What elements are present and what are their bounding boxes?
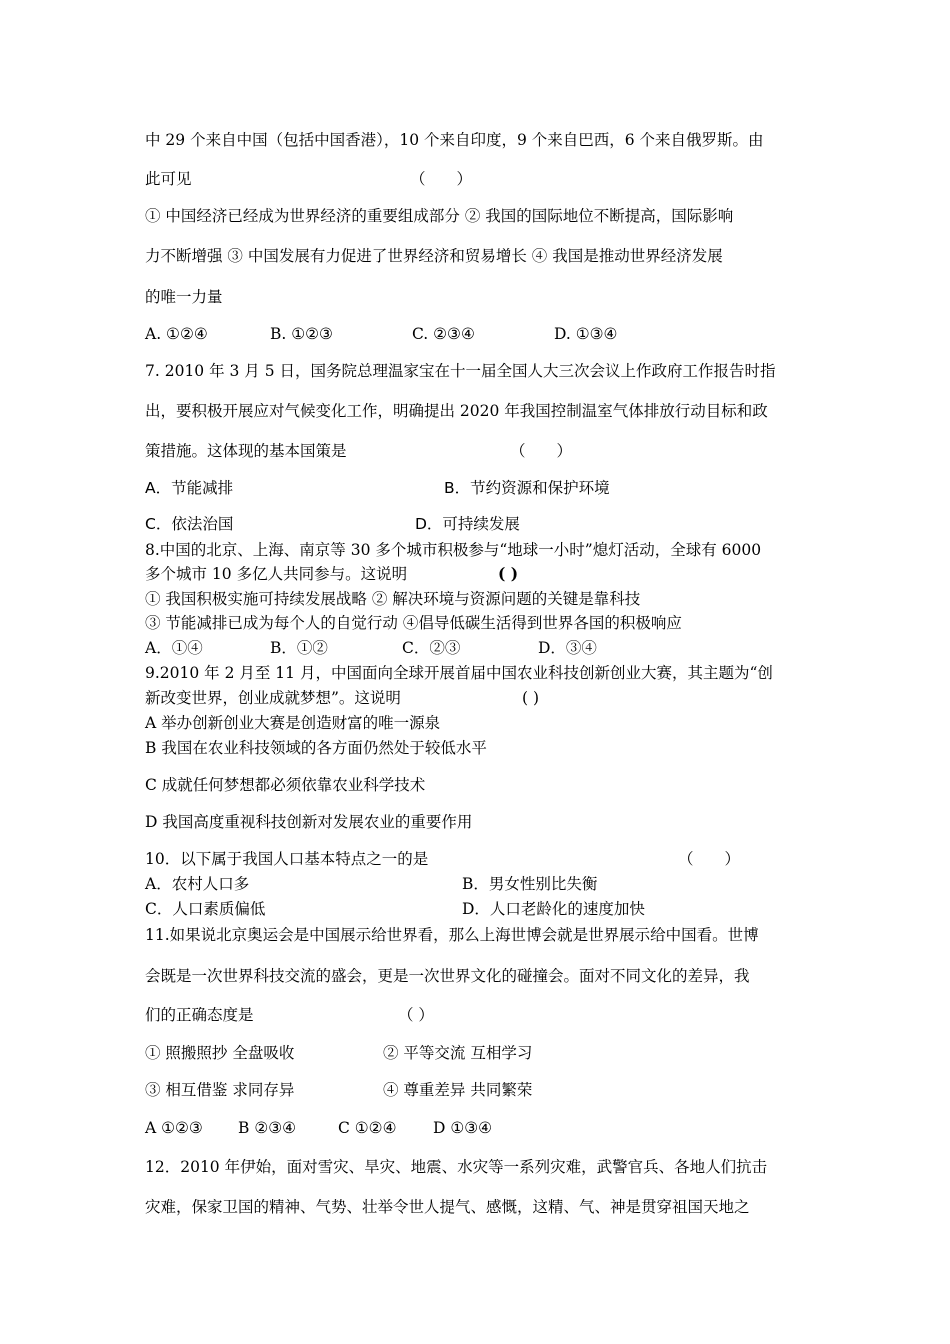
q8-line-1: 8.中国的北京、上海、南京等 30 多个城市积极参与“地球一小时”熄灯活动，全球有 6000 bbox=[145, 541, 762, 559]
q6-option-d: D. ①③④ bbox=[554, 325, 618, 343]
q6-line-2 bbox=[145, 169, 192, 189]
q7-line-1: 7. 2010 年 3 月 5 日，国务院总理温家宝在十一届全国人大三次会议上作政府工作报告时指 bbox=[145, 362, 776, 380]
q11-item-4: ④ 尊重差异 共同繁荣 bbox=[383, 1081, 533, 1099]
q6-answer-paren: （ ） bbox=[410, 170, 473, 188]
q10-option-d: D．人口老龄化的速度加快 bbox=[462, 900, 645, 918]
q10-line-1 bbox=[145, 849, 428, 869]
q9-line-2-text: 新改变世界，创业成就梦想”。这说明 bbox=[145, 689, 401, 707]
q8-option-d: D．③④ bbox=[538, 639, 597, 657]
q9-line-2 bbox=[145, 688, 401, 708]
q7-option-a: A．节能减排 bbox=[145, 479, 234, 497]
q7-option-b: B．节约资源和保护环境 bbox=[444, 479, 610, 497]
q6-option-a: A. ①②④ bbox=[145, 325, 208, 343]
q7-line-3 bbox=[145, 441, 347, 461]
q8-option-a: A．①④ bbox=[145, 639, 203, 657]
q11-line-3-text: 们的正确态度是 bbox=[145, 1006, 254, 1024]
q9-option-d: D 我国高度重视科技创新对发展农业的重要作用 bbox=[145, 813, 473, 831]
q9-line-1: 9.2010 年 2 月至 11 月，中国面向全球开展首届中国农业科技创新创业大赛，其主题为“创 bbox=[145, 664, 773, 682]
q8-line-2 bbox=[145, 564, 407, 584]
q6-line-3: ① 中国经济已经成为世界经济的重要组成部分 ② 我国的国际地位不断提高，国际影响 bbox=[145, 207, 734, 225]
q10-line-1-text: 10．以下属于我国人口基本特点之一的是 bbox=[145, 850, 429, 868]
q7-option-c: C．依法治国 bbox=[145, 515, 234, 533]
q11-option-c: C ①②④ bbox=[338, 1119, 397, 1137]
q10-option-b: B．男女性别比失衡 bbox=[462, 875, 598, 893]
q8-answer-paren: ( ) bbox=[498, 564, 519, 583]
q6-line-4: 力不断增强 ③ 中国发展有力促进了世界经济和贸易增长 ④ 我国是推动世界经济发展 bbox=[145, 247, 723, 265]
q6-line-5: 的唯一力量 bbox=[145, 288, 223, 306]
q6-line-2-text: 此可见 bbox=[145, 170, 192, 188]
q8-option-c: C．②③ bbox=[402, 639, 461, 657]
q11-option-b: B ②③④ bbox=[238, 1119, 297, 1137]
q6-line-1: 中 29 个来自中国（包括中国香港），10 个来自印度，9 个来自巴西，6 个来自俄罗斯。由 bbox=[145, 131, 764, 149]
q9-option-a: A 举办创新创业大赛是创造财富的唯一源泉 bbox=[145, 714, 441, 732]
q11-option-a: A ①②③ bbox=[145, 1119, 203, 1137]
q11-line-1: 11.如果说北京奥运会是中国展示给世界看，那么上海世博会就是世界展示给中国看。世博 bbox=[145, 926, 759, 944]
q12-line-1: 12．2010 年伊始，面对雪灾、旱灾、地震、水灾等一系列灾难，武警官兵、各地人们抗击 bbox=[145, 1158, 768, 1176]
q8-line-4: ③ 节能减排已成为每个人的自觉行动 ④倡导低碳生活得到世界各国的积极响应 bbox=[145, 614, 682, 632]
q11-item-3: ③ 相互借鉴 求同存异 bbox=[145, 1081, 295, 1099]
q8-option-b: B．①② bbox=[270, 639, 328, 657]
q11-item-2: ② 平等交流 互相学习 bbox=[383, 1044, 533, 1062]
q11-item-1: ① 照搬照抄 全盘吸收 bbox=[145, 1044, 295, 1062]
q11-option-d: D ①③④ bbox=[433, 1119, 493, 1137]
q11-answer-paren: （ ） bbox=[398, 1006, 434, 1024]
q7-line-2: 出，要积极开展应对气候变化工作，明确提出 2020 年我国控制温室气体排放行动目标和政 bbox=[145, 402, 768, 420]
q7-answer-paren: （ ） bbox=[510, 442, 573, 460]
q11-line-3 bbox=[145, 1005, 254, 1025]
q10-option-a: A．农村人口多 bbox=[145, 875, 250, 893]
q12-line-2: 灾难，保家卫国的精神、气势、壮举令世人提气、感慨，这精、气、神是贯穿祖国天地之 bbox=[145, 1198, 750, 1216]
q6-option-c: C. ②③④ bbox=[412, 325, 475, 343]
q8-line-3: ① 我国积极实施可持续发展战略 ② 解决环境与资源问题的关键是靠科技 bbox=[145, 590, 641, 608]
q10-answer-paren: （ ） bbox=[678, 850, 741, 868]
q10-option-c: C．人口素质偏低 bbox=[145, 900, 266, 918]
q6-option-b: B. ①②③ bbox=[270, 325, 333, 343]
q9-option-c: C 成就任何梦想都必须依靠农业科学技术 bbox=[145, 776, 426, 794]
q9-answer-paren: ( ) bbox=[522, 689, 540, 707]
q11-line-2: 会既是一次世界科技交流的盛会，更是一次世界文化的碰撞会。面对不同文化的差异，我 bbox=[145, 967, 750, 985]
q9-option-b: B 我国在农业科技领域的各方面仍然处于较低水平 bbox=[145, 739, 487, 757]
q7-line-3-text: 策措施。这体现的基本国策是 bbox=[145, 442, 347, 460]
q8-line-2-text: 多个城市 10 多亿人共同参与。这说明 bbox=[145, 565, 408, 583]
q7-option-d: D．可持续发展 bbox=[415, 515, 520, 533]
